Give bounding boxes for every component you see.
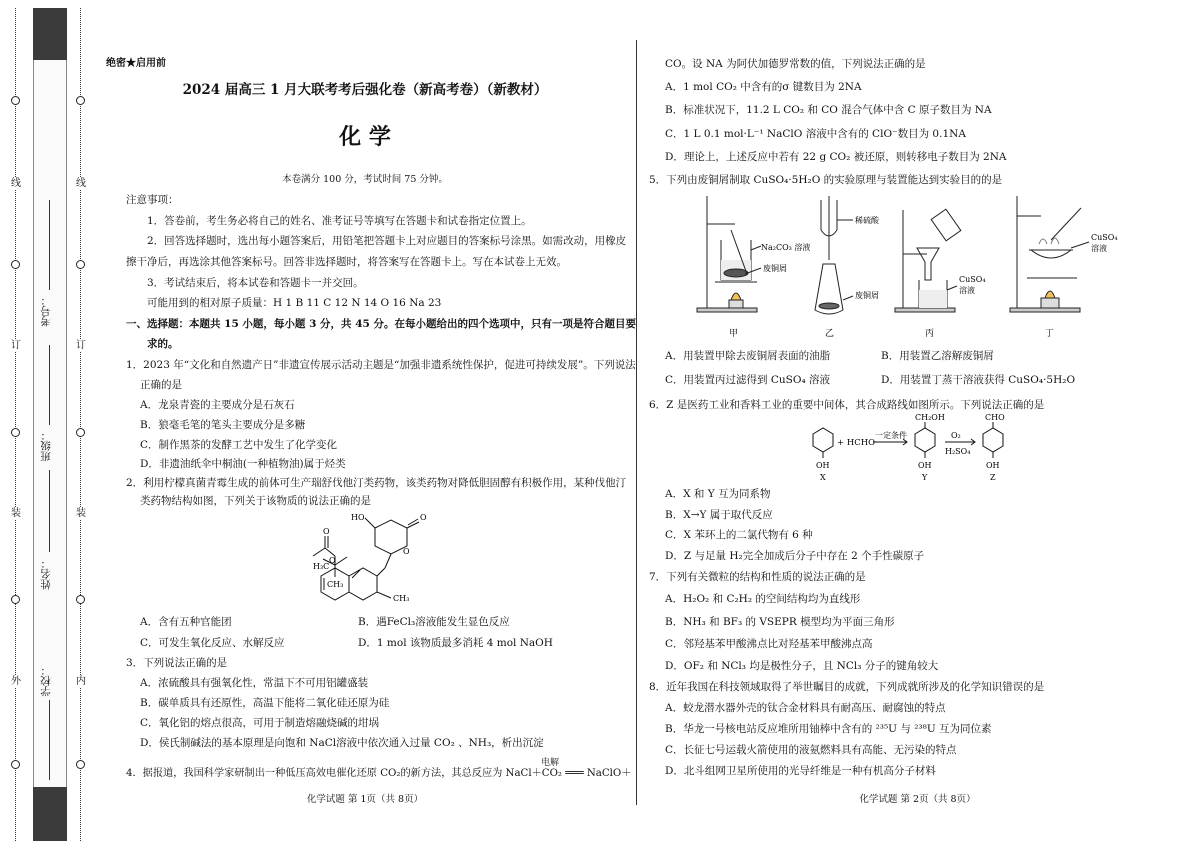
- side-chain-diagram: [315, 555, 375, 595]
- binding-char-outer: 外: [11, 676, 21, 687]
- option-c[interactable]: C．氧化铝的熔点很高，可用于制造熔融烧碱的坩埚: [140, 717, 380, 729]
- fig-label: 溶液: [1091, 244, 1107, 253]
- binding-strip: [0, 0, 100, 849]
- notice-item: 1．答卷前，考生务必将自己的姓名、准考证号等填写在答题卡和试卷指定位置上。: [147, 215, 532, 227]
- ring-o-label: O: [403, 547, 410, 556]
- option-d[interactable]: D．Z 与足量 H₂完全加成后分子中存在 2 个手性碳原子: [665, 550, 925, 562]
- question-stem: 7．下列有关微粒的结构和性质的说法正确的是: [649, 571, 866, 583]
- label-exam-id: 考号：: [40, 295, 52, 327]
- outer-dotted-line: [15, 8, 16, 841]
- binding-hole: [76, 595, 85, 604]
- fig-label: CuSO₄: [1091, 233, 1118, 242]
- page-1: [100, 0, 636, 849]
- notice-item: 擦干净后，再选涂其他答案标号。回答非选择题时，将答案写在答题卡上。写在本试卷上无效。: [126, 256, 567, 268]
- reagent-label: H₂SO₄: [945, 447, 971, 456]
- binding-hole: [11, 595, 20, 604]
- option-b[interactable]: B．NH₃ 和 BF₃ 的 VSEPR 模型均为平面三角形: [665, 616, 895, 628]
- option-c[interactable]: C．制作黑茶的发酵工艺中发生了化学变化: [140, 439, 338, 451]
- fig-caption: 丁: [1045, 329, 1055, 339]
- option-b[interactable]: B．遇FeCl₃溶液能发生显色反应: [358, 616, 510, 628]
- class-blank[interactable]: [49, 345, 50, 425]
- ch3-label: H₃C: [313, 562, 330, 571]
- binding-hole: [11, 260, 20, 269]
- option-d[interactable]: D．用装置丁蒸干溶液获得 CuSO₄·5H₂O: [881, 374, 1076, 386]
- option-a[interactable]: A．含有五种官能团: [140, 616, 232, 628]
- binding-char-order: 订: [76, 340, 86, 351]
- option-a[interactable]: A．浓硫酸具有强氧化性，常温下不可用铝罐盛装: [140, 677, 369, 689]
- question-stem: CO。设 NA 为阿伏加德罗常数的值，下列说法正确的是: [665, 58, 926, 70]
- option-a[interactable]: A．H₂O₂ 和 C₂H₂ 的空间结构均为直线形: [665, 593, 861, 605]
- reaction-condition: 电解: [541, 758, 560, 768]
- binding-dark-panel-bottom: [33, 787, 67, 841]
- label-name: 姓名：: [40, 558, 52, 590]
- exam-title: 2024 届高三 1 月大联考考后强化卷（新高考卷）（新教材）: [182, 82, 548, 98]
- question-stem: 8．近年我国在科技领域取得了举世瞩目的成就，下列成就所涉及的化学知识错误的是: [649, 681, 1045, 693]
- option-a[interactable]: A．X 和 Y 互为同系物: [665, 488, 771, 500]
- group-label: OH: [986, 461, 1000, 470]
- question-stem: 5．下列由废铜屑制取 CuSO₄·5H₂O 的实验原理与装置能达到实验目的的是: [649, 174, 1003, 186]
- fig-label: 废铜屑: [855, 291, 879, 300]
- binding-hole: [76, 428, 85, 437]
- question-stem: 正确的是: [140, 379, 182, 391]
- ester-o-label: O: [329, 556, 336, 565]
- school-blank[interactable]: [49, 700, 50, 780]
- fig-label: 溶液: [959, 286, 975, 295]
- secret-mark: 绝密★启用前: [106, 58, 166, 69]
- option-a[interactable]: A．1 mol CO₂ 中含有的σ 键数目为 2NA: [665, 81, 862, 93]
- condition-label: 一定条件: [875, 431, 907, 440]
- binding-hole: [76, 260, 85, 269]
- notice-item: 3．考试结束后，将本试卷和答题卡一并交回。: [147, 277, 364, 289]
- binding-char-order: 订: [11, 340, 21, 351]
- compound-x-label: X: [820, 473, 826, 482]
- compound-y-label: Y: [922, 473, 928, 482]
- group-label: CH₂OH: [915, 413, 945, 422]
- column-divider: [636, 40, 637, 805]
- option-d[interactable]: D．理论上，上述反应中若有 22 g CO₂ 被还原，则转移电子数目为 2NA: [665, 151, 1007, 163]
- option-c[interactable]: C．邻羟基苯甲酸沸点比对羟基苯甲酸沸点高: [665, 638, 873, 650]
- binding-char-line: 线: [11, 178, 21, 189]
- reagent-label: O₂: [951, 431, 961, 440]
- notice-item: 2．回答选择题时，选出每小题答案后，用铅笔把答题卡上对应题目的答案标号涂黑。如需改动，用橡皮: [147, 235, 627, 247]
- option-b[interactable]: B．用装置乙溶解废铜屑: [881, 350, 994, 362]
- section-heading: 一、选择题：本题共 15 小题，每小题 3 分，共 45 分。在每小题给出的四个选项中，只有一项是符合题目要: [126, 318, 636, 330]
- question-stem: 6．Z 是医药工业和香料工业的重要中间体，其合成路线如图所示。下列说法正确的是: [649, 399, 1045, 411]
- question-stem: 类药物结构如图，下列关于该物质的说法正确的是: [140, 495, 371, 507]
- synthesis-route-diagram: [795, 414, 1015, 484]
- name-blank[interactable]: [49, 470, 50, 552]
- option-d[interactable]: D．1 mol 该物质最多消耗 4 mol NaOH: [358, 637, 553, 649]
- label-school: 学校：: [40, 665, 52, 697]
- binding-char-bind: 装: [11, 508, 21, 519]
- binding-char-line: 线: [76, 178, 86, 189]
- question-stem: 3．下列说法正确的是: [126, 657, 228, 669]
- group-label: OH: [816, 461, 830, 470]
- option-b[interactable]: B．狼毫毛笔的笔头主要成分是多糖: [140, 419, 306, 431]
- compound-z-label: Z: [990, 473, 996, 482]
- option-c[interactable]: C．X 苯环上的二氯代物有 6 种: [665, 529, 813, 541]
- binding-char-bind: 装: [76, 508, 86, 519]
- group-label: CHO: [985, 413, 1005, 422]
- fig-caption: 甲: [729, 329, 739, 339]
- hydroxyl-label: HO: [351, 513, 365, 522]
- fig-label: Na₂CO₃ 溶液: [761, 243, 811, 252]
- option-a[interactable]: A．龙泉青瓷的主要成分是石灰石: [140, 399, 295, 411]
- page-footer: 化学试题 第 1页（共 8页）: [306, 794, 424, 805]
- binding-char-inner: 内: [76, 676, 86, 687]
- exam-meta: 本卷满分 100 分，考试时间 75 分钟。: [282, 174, 448, 185]
- question-stem: 4．据报道，我国科学家研制出一种低压高效电催化还原 CO₂的新方法，其总反应为 NaCl＋CO₂ ═══ NaClO＋: [126, 768, 632, 779]
- option-d[interactable]: D．OF₂ 和 NCl₃ 均是极性分子，且 NCl₃ 分子的键角较大: [665, 660, 939, 672]
- methyl-label: CH₃: [393, 594, 410, 603]
- binding-dark-panel-top: [33, 8, 67, 60]
- binding-hole: [11, 428, 20, 437]
- carbonyl-o-label: O: [420, 513, 427, 522]
- page-footer: 化学试题 第 2页（共 8页）: [859, 794, 976, 805]
- question-stem: 1．2023 年“文化和自然遗产日”非遗宣传展示活动主题是“加强非遗系统性保护，促进可持续发展”。下列说法: [126, 359, 636, 371]
- atomic-mass-line: 可能用到的相对原子质量：H 1 B 11 C 12 N 14 O 16 Na 23: [147, 297, 442, 309]
- binding-hole: [11, 96, 20, 105]
- option-a[interactable]: A．蛟龙潜水器外壳的钛合金材料具有耐高压、耐腐蚀的特点: [665, 702, 946, 714]
- option-b[interactable]: B．碳单质具有还原性，高温下能将二氧化硅还原为硅: [140, 697, 390, 709]
- group-label: OH: [918, 461, 932, 470]
- option-b[interactable]: B．X→Y 属于取代反应: [665, 509, 773, 521]
- reagent-label: + HCHO: [837, 438, 876, 448]
- binding-hole: [11, 760, 20, 769]
- option-d[interactable]: D．侯氏制碱法的基本原理是向饱和 NaCl溶液中依次通入过量 CO₂ 、NH₃，析出沉淀: [140, 737, 544, 749]
- notice-heading: 注意事项：: [126, 194, 179, 206]
- label-class: 班级：: [40, 430, 52, 462]
- option-b[interactable]: B．标准状况下，11.2 L CO₂ 和 CO 混合气体中含 C 原子数目为 NA: [665, 104, 992, 116]
- binding-hole: [76, 96, 85, 105]
- section-heading: 求的。: [147, 338, 179, 350]
- apparatus-figure: [695, 190, 1155, 340]
- binding-hole: [76, 760, 85, 769]
- exam-id-blank[interactable]: [49, 200, 50, 290]
- ch3-label: CH₃: [327, 580, 344, 589]
- inner-dotted-line: [80, 8, 81, 841]
- page-2: [645, 0, 1190, 849]
- option-d[interactable]: D．非遗油纸伞中桐油(一种植物油)属于烃类: [140, 458, 346, 470]
- fig-label: CuSO₄: [959, 275, 986, 284]
- option-a[interactable]: A．用装置甲除去废铜屑表面的油脂: [665, 350, 831, 362]
- subject-title: 化 学: [339, 124, 391, 150]
- option-c[interactable]: C．1 L 0.1 mol·L⁻¹ NaClO 溶液中含有的 ClO⁻数目为 0.1NA: [665, 128, 966, 140]
- fig-label: 废铜屑: [763, 264, 787, 273]
- fig-caption: 丙: [925, 329, 935, 339]
- question-stem: 2．利用柠檬真菌青霉生成的前体可生产瑞舒伐他汀类药物，该类药物对降低胆固醇有积极作用，某种伐他汀: [126, 477, 627, 489]
- option-c[interactable]: C．可发生氧化反应、水解反应: [140, 637, 285, 649]
- option-d[interactable]: D．北斗组网卫星所使用的光导纤维是一种有机高分子材料: [665, 765, 936, 777]
- option-c[interactable]: C．长征七号运载火箭使用的液氨燃料具有高能、无污染的特点: [665, 744, 957, 756]
- option-b[interactable]: B．华龙一号核电站反应堆所用铀棒中含有的 ²³⁵U 与 ²³⁸U 互为同位素: [665, 723, 992, 735]
- fig-label: 稀硫酸: [855, 216, 879, 225]
- fig-caption: 乙: [825, 329, 835, 339]
- ester-carbonyl-o: O: [323, 527, 330, 536]
- option-c[interactable]: C．用装置丙过滤得到 CuSO₄ 溶液: [665, 374, 831, 386]
